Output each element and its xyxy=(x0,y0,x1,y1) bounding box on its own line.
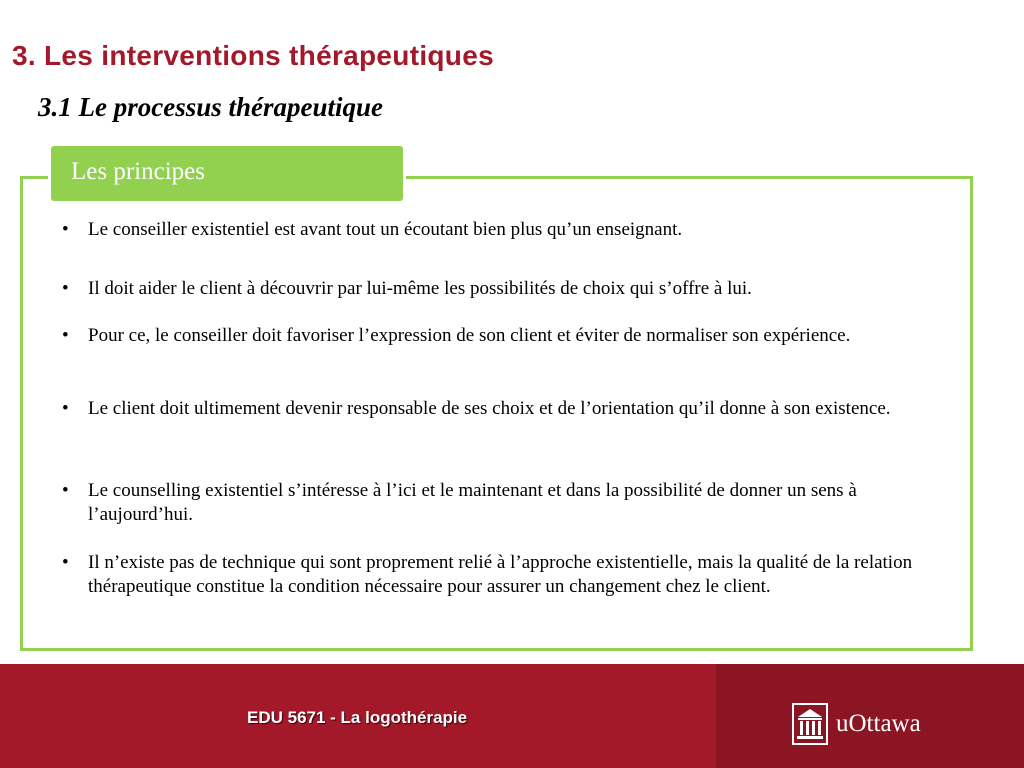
list-item: • Il doit aider le client à découvrir par lui-même les possibilités de choix qui s’offre à lui. xyxy=(60,277,940,301)
list-item: • Pour ce, le conseiller doit favoriser l’expression de son client et éviter de normaliser son expérience. xyxy=(60,324,940,348)
principles-tab-label: Les principes xyxy=(71,158,205,185)
logo-text: uOttawa xyxy=(836,710,921,737)
principles-tab xyxy=(48,143,406,204)
list-item: • Le client doit ultimement devenir responsable de ses choix et de l’orientation qu’il donne à son existence. xyxy=(60,397,940,421)
course-name: EDU 5671 - La logothérapie xyxy=(247,708,468,727)
list-item: • Le counselling existentiel s’intéresse à l’ici et le maintenant et dans la possibilité de donner un sens à l’aujourd’hui. xyxy=(60,479,940,527)
uottawa-logo xyxy=(792,702,921,746)
slide-subtitle: 3.1 Le processus thérapeutique xyxy=(38,92,384,122)
list-item: • Le conseiller existentiel est avant tout un écoutant bien plus qu’un enseignant. xyxy=(60,218,940,242)
list-item: • Il n’existe pas de technique qui sont proprement relié à l’approche existentielle, mais la qualité de la relation thérapeutique constitue la condition nécessaire pour assurer un changement chez le client. xyxy=(60,551,940,599)
slide-title: 3. Les interventions thérapeutiques xyxy=(12,40,494,71)
university-building-icon xyxy=(792,703,828,745)
